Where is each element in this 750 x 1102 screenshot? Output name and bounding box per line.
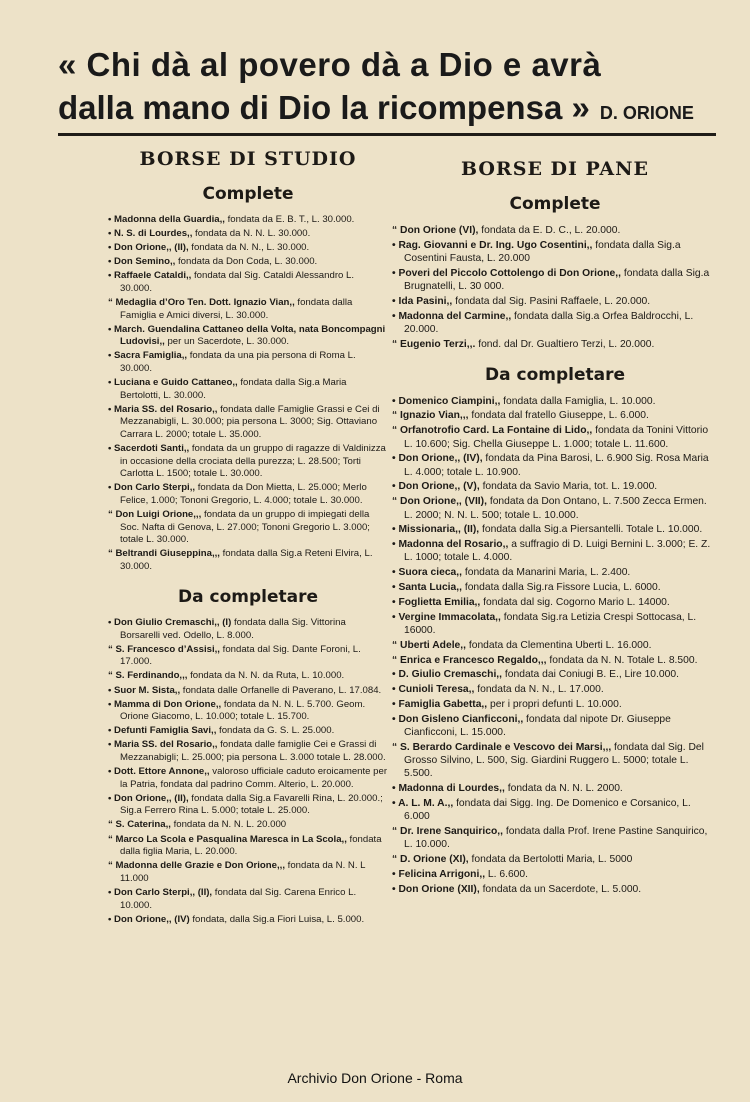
list-item [392,853,718,866]
entry-detail: fondata dalla Sig.a Brugnatelli, L. 30 000. [404,267,710,293]
entry-name: “ Dr. Irene Sanquirico,, [392,826,504,838]
list-item [392,310,718,337]
entry-detail: fondata da una pia persona di Roma L. 30.000. [120,350,356,375]
entry-name: • Foglietta Emilia,, [392,596,481,608]
list-item [108,725,388,738]
entry-name: “ S. Berardo Cardinale e Vescovo dei Marsi,,, [392,741,612,753]
list-item [108,699,388,724]
list-item [108,739,388,764]
page-header [58,44,718,135]
list-item [108,834,388,859]
entry-name: • Don Orione (XII), [392,883,480,895]
entry-detail: L. 6.600. [485,868,528,880]
entry-detail: fondata dal Sig. Carena Enrico L. 10.000. [120,886,357,911]
entry-detail: fondata dal Sig. Del Grosso Silvino, L. 500, Sig. Giardini Ruggero L. 5000; totale L. 5.500. [404,741,704,780]
entry-detail: fondata da N. N. L. 20.000 [170,819,287,831]
list-item [108,617,388,642]
list-item [108,443,388,481]
list-item [392,596,718,609]
entry-name: • D. Giulio Cremaschi,, [392,669,503,681]
entry-name: • A. L. M. A.,, [392,797,454,809]
entry-name: • Suor M. Sista,, [108,684,181,696]
entry-name: • Mamma di Don Orione,, [108,698,222,710]
entry-name: “ Don Orione (VI), [392,225,479,236]
entry-detail: fondata da Tonini Vittorio L. 10.600; Sig. Chella Giuseppe L. 1.000; totale L. 11.600. [404,425,709,450]
subsection-complete-title: Complete [509,194,601,214]
entry-detail: fondata dalla Sig. Vittorina Borsarelli ved. Odello, L. 8.000. [120,617,346,641]
entry-name: • Don Carlo Sterpi,, [108,482,196,494]
entry-detail: fondata dalla Sig.a Favarelli Rina, L. 20.000.; Sig.a Ferrero Rina L. 5.000; totale L. 25.000. [120,792,383,817]
entry-detail: fondata da E. B. T., L. 30.000. [224,214,355,225]
list-item [392,395,718,408]
entry-name: • Santa Lucia,, [392,582,462,594]
entry-detail: valoroso ufficiale caduto eroicamente per la Patria, fondata dal padrino Comm. Alterio, L. 20.000. [120,766,388,790]
entry-name: • Rag. Giovanni e Dr. Ing. Ugo Cosentini,, [392,239,593,251]
entry-detail: a suffragio di D. Luigi Bernini L. 3.000; E. Z. L. 1000; totale L. 4.000. [404,539,711,564]
quote-author: D. ORIONE [599,103,694,123]
entry-detail: fondata dalla Sig.a Maria Bertolotti, L. 30.000. [120,377,347,401]
entry-name: “ Eugenio Terzi,,. [392,338,476,350]
list-item [108,819,388,832]
entry-detail: fondata da Don Ontano, L. 7.500 Zecca Ermen. L. 2000; N. N. L. 500; totale L. 10.000. [404,496,707,521]
entry-detail: fondata, dalla Sig.a Fiori Luisa, L. 5.000. [189,913,365,925]
list-item [392,713,718,740]
entry-detail: fondata dalle famiglie Cei e Grassi di Mezzanabigli; L. 25.000; pia persona L. 3.000 totale L. 28.000. [120,739,386,763]
list-item [392,452,718,479]
entry-detail: fondata dalla Sig.ra Fissore Lucia, L. 6000. [461,582,661,594]
entry-name: • N. S. di Lourdes,, [108,228,193,240]
list-item [108,860,388,885]
entry-name: • Famiglia Gabetta,, [392,698,488,710]
entry-name: “ S. Francesco d’Assisi,, [108,643,220,655]
entry-name: • Missionaria,, (II), [392,524,480,536]
list-item [392,782,718,795]
quote-line-2-text: dalla mano di Dio la ricompensa » [58,89,590,126]
entry-name: “ S. Caterina,, [108,819,171,831]
list-item [392,424,718,451]
entry-name: “ Enrica e Francesco Regaldo,,, [392,654,547,666]
entry-detail: fondata da N. N. L. 2000. [504,783,623,795]
entry-detail: fondata dalla Famiglia e Amici diversi, L. 30.000. [120,297,353,321]
list-item [108,548,388,573]
list-item [108,793,388,818]
list-item [392,883,718,896]
entry-name: • Poveri del Piccolo Cottolengo di Don Orione,, [392,267,622,279]
entry-detail: fondata dalla Sig.a Reteni Elvira, L. 30.000. [120,548,373,572]
entry-detail: fondata dal fratello Giuseppe, L. 6.000. [468,410,649,422]
list-item [392,639,718,652]
entry-name: • Don Orione,, (IV), [392,453,483,465]
list-item [108,377,388,402]
entry-detail: fondata da N. N. L 11.000 [120,860,366,884]
entry-detail: fondata dal Sig. Dante Foroni, L. 17.000. [120,643,361,668]
entry-name: • Maria SS. del Rosario,, [108,739,218,751]
entry-detail: fondata da N. N. da Ruta, L. 10.000. [187,670,345,682]
list-item [108,324,388,349]
entry-name: “ Beltrandi Giuseppina,,, [108,548,220,560]
column-borse-di-studio [108,148,388,928]
list-item [392,797,718,824]
entry-detail: fondata da un gruppo di impiegati della Soc. Nafta di Genova, L. 27.000; Tononi Gregorio L. 3.000; totale L. 30.000. [120,509,370,546]
entry-name: “ D. Orione (XI), [392,854,469,866]
entry-name: • Don Gisleno Cianficconi,, [392,713,524,725]
archive-footer: Archivio Don Orione - Roma [287,1070,463,1086]
entry-name: • Madonna della Guardia,, [108,214,225,225]
entry-detail: fondata da Clementina Uberti L. 16.000. [466,639,652,651]
list-item [108,242,388,255]
list-item [392,654,718,667]
entry-name: “ Marco La Scola e Pasqualina Maresca in La Scola,, [108,833,347,845]
entry-detail: fondata da Don Mietta, L. 25.000; Merlo Felice, 1.000; Tononi Gregorio, L. 4.000; totale L. 30.000. [120,482,367,506]
entry-detail: fondata da Don Coda, L. 30.000. [175,256,318,268]
list-item [392,566,718,579]
list-item [392,523,718,536]
entry-detail: fondata Sig.ra Letizia Crespi Sottocasa, L. 16000. [404,611,697,636]
entry-detail: fondata da G. S. L. 25.000. [216,725,335,737]
header-rule [58,133,716,136]
entry-name: “ Orfanotrofio Card. La Fontaine di Lido,, [392,425,593,437]
list-item [108,404,388,442]
entry-detail: fondata dalla Sig.a Cosentini Fausta, L. 20.000 [404,239,681,265]
subsection-complete-title: Complete [202,184,294,204]
entry-detail: fondata dal Sig. Cataldi Alessandro L. 30.000. [120,270,355,294]
list-item [392,741,718,781]
list-item [108,887,388,912]
list-item [108,228,388,241]
list-item [108,482,388,507]
entry-list [392,224,718,351]
entry-name: “ Ignazio Vian,,, [392,410,469,422]
entry-detail: per i propri defunti L. 10.000. [487,698,622,710]
entry-detail: fondata da N. N. L. 30.000. [192,228,311,240]
entry-name: • Don Orione,, (II), [108,792,189,804]
list-item [392,683,718,696]
entry-name: • Don Orione,, (IV) [108,913,190,925]
section-title-pane: BORSE DI PANE [460,158,650,180]
list-item [392,239,718,266]
entry-detail: fondata dai Coniugi B. E., Lire 10.000. [502,669,679,681]
entry-detail: fond. dal Dr. Gualtiero Terzi, L. 20.000. [475,338,655,350]
entry-detail: fondata da Pina Barosi, L. 6.900 Sig. Rosa Maria L. 4.000; totale L. 10.900. [404,453,709,478]
entry-name: “ Medaglia d’Oro Ten. Dott. Ignazio Vian,, [108,297,295,309]
entry-detail: fondata dalla Prof. Irene Pastine Sanquirico, L. 10.000. [404,826,708,851]
entry-detail: per un Sacerdote, L. 30.000. [164,336,290,348]
entry-detail: fondata dalla Sig.a Orfea Baldrocchi, L. 20.000. [404,310,694,336]
quote-line-2 [58,86,718,135]
entry-detail: fondata da E. D. C., L. 20.000. [478,225,621,236]
entry-name: • Ida Pasini,, [392,295,453,307]
list-item [392,825,718,852]
list-item [108,270,388,295]
entry-name: “ Don Orione,, (VII), [392,496,487,508]
entry-name: • Sacerdoti Santi,, [108,443,190,455]
subsection-todo-title: Da completare [484,364,625,385]
entry-name: • Madonna di Lourdes,, [392,783,505,795]
list-item [392,868,718,881]
entry-name: “ Madonna delle Grazie e Don Orione,,, [108,860,285,872]
list-item [392,267,718,294]
entry-name: • Maria SS. del Rosario,, [108,403,218,415]
entry-name: • Defunti Famiglia Savi,, [108,725,217,737]
entry-detail: fondata da Bertolotti Maria, L. 5000 [468,854,633,866]
list-item [108,685,388,698]
entry-detail: fondata da N. N. L. 5.700. Geom. Orione Giacomo, L. 10.000; totale L. 15.700. [120,698,366,723]
entry-name: • Sacra Famiglia,, [108,350,188,362]
list-item [392,668,718,681]
entry-list [108,617,388,926]
entry-name: • Madonna del Rosario,, [392,539,509,551]
entry-name: • Don Orione,, (V), [392,481,480,493]
entry-detail: fondata dalle Orfanelle di Paverano, L. 17.084. [180,684,382,696]
list-item [108,256,388,269]
list-item [392,295,718,308]
entry-name: “ Uberti Adele,, [392,639,466,651]
entry-name: • Don Carlo Sterpi,, (II), [108,886,213,898]
list-item [392,581,718,594]
entry-name: • Domenico Ciampini,, [392,395,501,407]
list-item [392,224,718,237]
entry-list [108,214,388,574]
list-item [108,214,388,227]
list-item [108,670,388,683]
list-item [108,914,388,927]
entry-detail: fondata da Manarini Maria, L. 2.400. [462,567,631,579]
entry-detail: fondata dalla figlia Maria, L. 20.000. [120,833,382,858]
entry-detail: fondata da N. N., L. 17.000. [474,684,604,696]
entry-name: • March. Guendalina Cattaneo della Volta, nata Boncompagni Ludovisi,, [108,323,386,348]
list-item [392,698,718,711]
list-item [392,338,718,351]
entry-detail: fondata da Savio Maria, tot. L. 19.000. [479,481,658,493]
quote-line-1: « Chi dà al povero dà a Dio e avrà [58,46,602,83]
entry-list [392,395,718,896]
entry-detail: fondata dal sig. Cogorno Mario L. 14000. [480,596,670,608]
entry-name: • Don Orione,, (II), [108,242,189,254]
list-item [108,297,388,322]
entry-detail: fondata dai Sigg. Ing. De Domenico e Corsanico, L. 6.000 [404,797,691,823]
subsection-todo-title: Da completare [177,587,318,608]
entry-name: • Luciana e Guido Cattaneo,, [108,377,238,389]
entry-detail: fondata dal nipote Dr. Giuseppe Cianficconi, L. 15.000. [404,713,671,738]
list-item [108,350,388,375]
entry-name: “ Don Luigi Orione,,, [108,509,202,521]
entry-name: • Vergine Immacolata,, [392,611,501,623]
list-item [108,509,388,547]
list-item [108,644,388,669]
list-item [392,611,718,638]
list-item [108,766,388,791]
entry-name: • Don Giulio Cremaschi,, (I) [108,617,232,629]
entry-name: • Suora cieca,, [392,567,462,579]
entry-detail: fondata da N. N., L. 30.000. [188,242,310,254]
section-title-studio: BORSE DI STUDIO [139,148,357,170]
list-item [392,409,718,422]
entry-name: • Madonna del Carmine,, [392,310,512,322]
entry-detail: fondata dalla Famiglia, L. 10.000. [500,395,656,407]
entry-name: • Felicina Arrigoni,, [392,868,486,880]
entry-detail: fondata dalle Famiglie Grassi e Cei di Mezzanabigli, L. 30.000; pia persona L. 3000; Sig. Ottaviano Carrara L. 2000; totale L. 35.000. [120,403,380,440]
entry-detail: fondata da N. N. Totale L. 8.500. [546,654,698,666]
list-item [392,538,718,565]
column-borse-di-pane [392,158,718,898]
entry-name: • Raffaele Cataldi,, [108,270,192,282]
entry-detail: fondata dalla Sig.a Piersantelli. Totale L. 10.000. [479,524,703,536]
entry-detail: fondata da un Sacerdote, L. 5.000. [479,883,642,895]
entry-name: • Dott. Ettore Annone,, [108,766,210,778]
entry-name: • Don Semino,, [108,256,176,268]
list-item [392,495,718,522]
entry-name: • Cunioli Teresa,, [392,684,475,696]
entry-detail: fondata da un gruppo di ragazze di Valdinizza in occasione della crociata della purezza; L. 28.500; Torti Carlotta L. 1500; totale L. 30.000. [120,443,386,480]
list-item [392,480,718,493]
entry-detail: fondata dal Sig. Pasini Raffaele, L. 20.000. [452,295,651,307]
entry-name: “ S. Ferdinando,,, [108,670,188,682]
